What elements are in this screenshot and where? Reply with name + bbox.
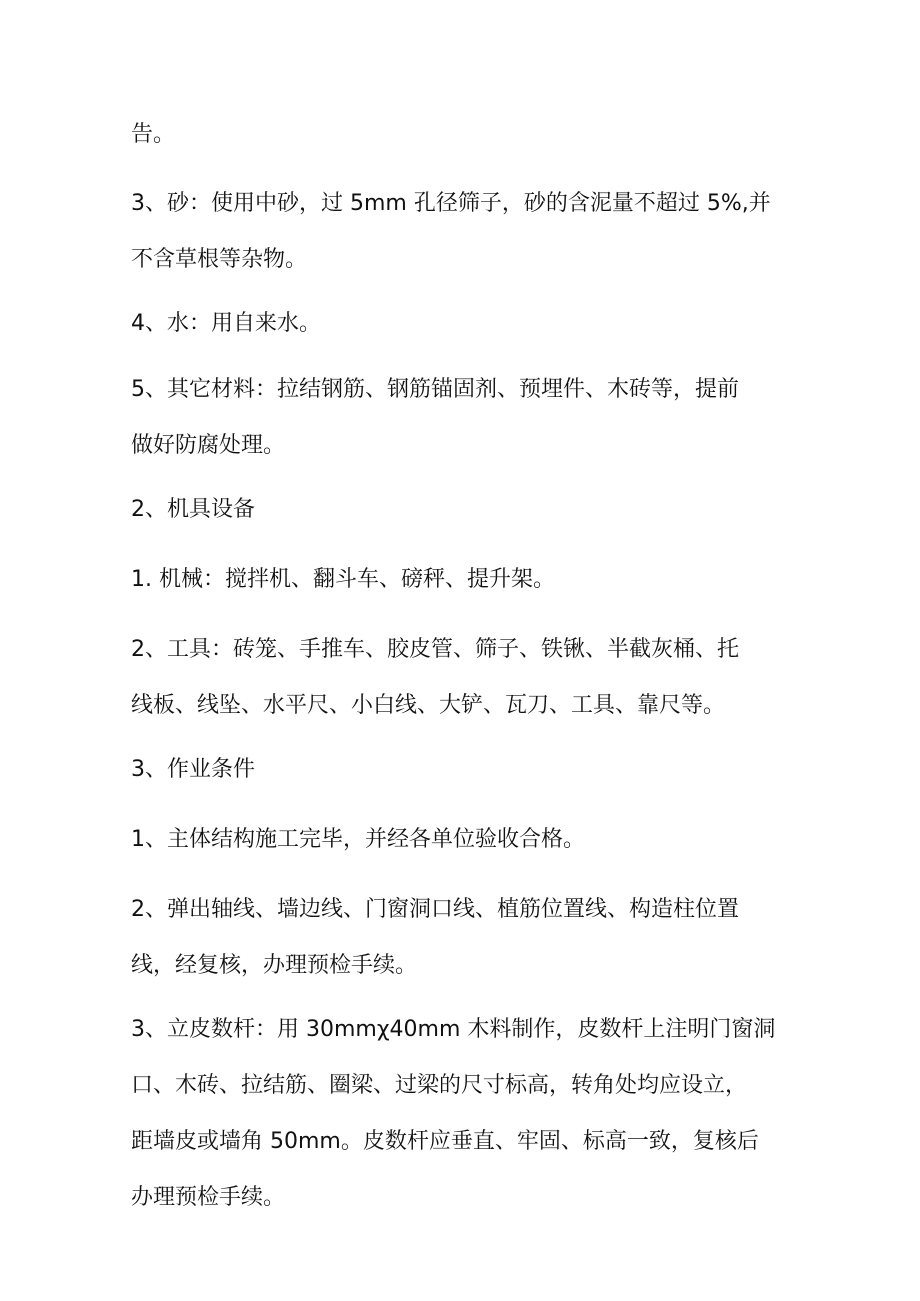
- paragraph-other-materials: [131, 362, 791, 474]
- paragraph-layout-lines: [131, 882, 791, 994]
- text-line: 4、水：用自来水。: [131, 311, 321, 336]
- text-line: 2、弹出轴线、墙边线、门窗洞口线、植筋位置线、构造柱位置: [131, 897, 739, 922]
- text-line: 2、机具设备: [131, 497, 255, 522]
- text-line: 口、木砖、拉结筋、圈梁、过梁的尺寸标高，转角处均应设立，: [131, 1073, 748, 1098]
- text-line: 距墙皮或墙角 50mm。皮数杆应垂直、牢固、标高一致，复核后: [131, 1129, 759, 1154]
- text-line: 3、砂：使用中砂，过 5mm 孔径筛子，砂的含泥量不超过 5%,并: [131, 191, 771, 216]
- paragraph-machinery: [131, 552, 791, 608]
- paragraph-tools: [131, 622, 791, 734]
- text-line: 做好防腐处理。: [131, 433, 286, 458]
- text-line: 2、工具：砖笼、手推车、胶皮管、筛子、铁锹、半截灰桶、托: [131, 637, 739, 662]
- paragraph-sand: [131, 176, 791, 288]
- text-line: 线，经复核，办理预检手续。: [131, 953, 418, 978]
- section-heading-equipment: [131, 482, 791, 538]
- paragraph-story-pole: [131, 1002, 791, 1226]
- paragraph-continuation: [131, 107, 791, 163]
- text-line: 1. 机械：搅拌机、翻斗车、磅秤、提升架。: [131, 567, 555, 592]
- text-line: 1、主体结构施工完毕，并经各单位验收合格。: [131, 827, 585, 852]
- paragraph-water: [131, 296, 791, 352]
- text-line: 不含草根等杂物。: [131, 247, 308, 272]
- text-line: 5、其它材料：拉结钢筋、钢筋锚固剂、预埋件、木砖等，提前: [131, 377, 739, 402]
- section-heading-conditions: [131, 742, 791, 798]
- text-line: 办理预检手续。: [131, 1185, 286, 1210]
- text-line: 3、立皮数杆：用 30mmχ40mm 木料制作，皮数杆上注明门窗洞: [131, 1017, 776, 1042]
- text-line: 线板、线坠、水平尺、小白线、大铲、瓦刀、工具、靠尺等。: [131, 693, 726, 718]
- text-line: 告。: [131, 122, 176, 147]
- paragraph-structure-complete: [131, 812, 791, 868]
- text-line: 3、作业条件: [131, 757, 255, 782]
